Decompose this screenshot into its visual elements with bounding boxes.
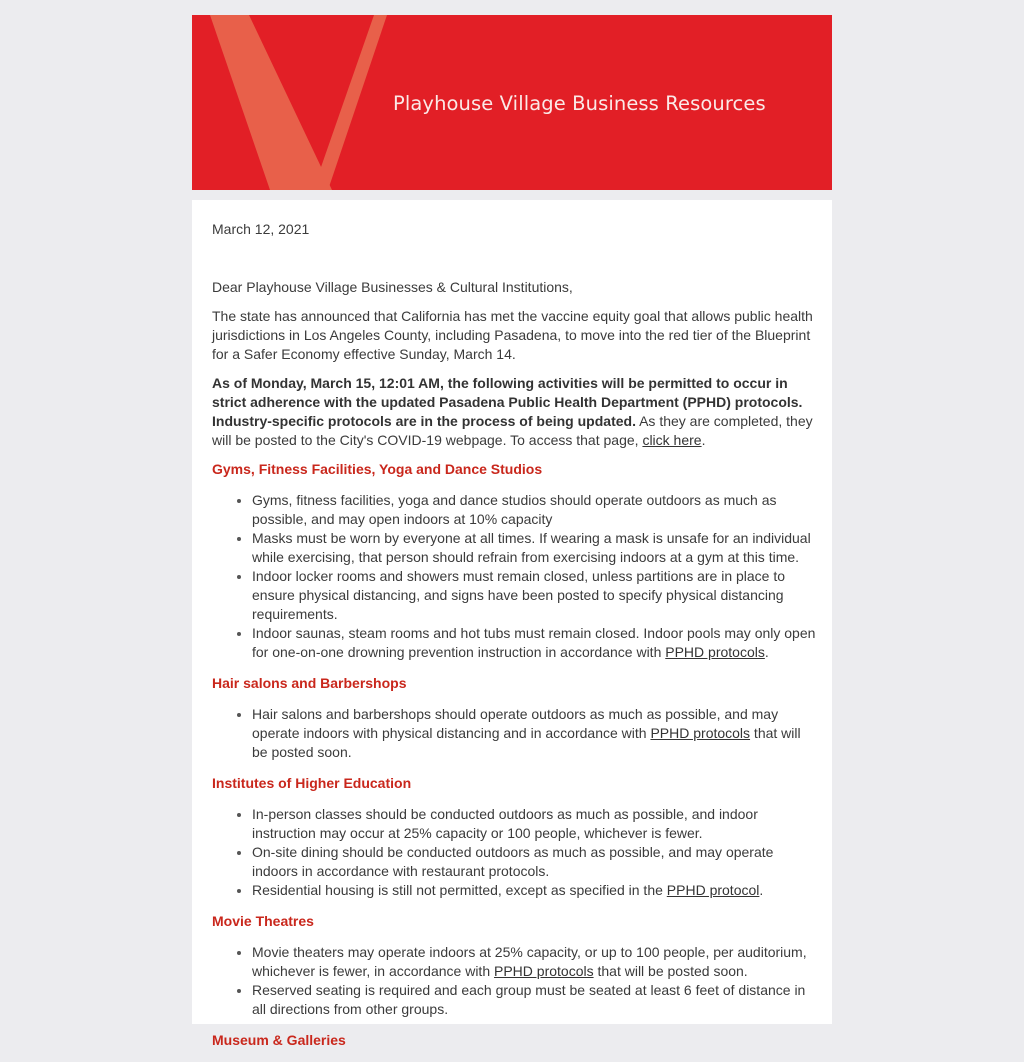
list-item	[252, 624, 816, 662]
list-item	[252, 881, 816, 900]
header-banner	[192, 15, 832, 190]
click-here-link[interactable]: click here	[642, 432, 702, 448]
list-item-text: Masks must be worn by everyone at all times. If wearing a mask is unsafe for an individual while exercising, that person should refrain from exercising indoors at a gym at this time.	[252, 530, 811, 565]
letter-date: March 12, 2021	[212, 221, 310, 237]
list-item	[252, 843, 816, 881]
section-heading: Movie Theatres	[212, 913, 314, 929]
intro-paragraph: The state has announced that California has met the vaccine equity goal that allows public health jurisdictions in Los Angeles County, including Pasadena, to move into the red tier of the Blueprint for a Safer Economy effective Sunday, March 14.	[212, 308, 813, 362]
newsletter-body	[192, 200, 832, 1048]
notice-end: .	[701, 432, 706, 448]
bullet-list	[212, 491, 816, 662]
list-item	[252, 981, 816, 1019]
section-heading: Institutes of Higher Education	[212, 775, 412, 791]
list-item	[252, 529, 816, 567]
list-item-text: Gyms, fitness facilities, yoga and dance studios should operate outdoors as much as possible, and may open indoors at 10% capacity	[252, 492, 777, 527]
notice-paragraph	[212, 374, 816, 450]
list-item-text: Hair salons and barbershops should operate outdoors as much as possible, and may operate indoors with physical distancing and in accordance with	[252, 706, 779, 741]
list-item-text: On-site dining should be conducted outdoors as much as possible, and may operate indoors in accordance with restaurant protocols.	[252, 844, 774, 879]
section-heading: Gyms, Fitness Facilities, Yoga and Dance Studios	[212, 461, 543, 477]
list-item-text: Residential housing is still not permitted, except as specified in the	[252, 882, 667, 898]
list-item-text: that will be posted soon.	[252, 725, 801, 760]
list-item-text: that will be posted soon.	[593, 963, 748, 979]
list-item-text: Reserved seating is required and each group must be seated at least 6 feet of distance in all directions from other groups.	[252, 982, 806, 1017]
bullet-list	[212, 943, 816, 1019]
bullet-list	[212, 805, 816, 900]
bullet-list	[212, 705, 816, 762]
list-item-text: In-person classes should be conducted outdoors as much as possible, and indoor instruction may occur at 25% capacity or 100 people, whichever is fewer.	[252, 806, 758, 841]
list-item	[252, 567, 816, 624]
list-item-text: .	[764, 644, 769, 660]
pphd-protocols-link[interactable]: PPHD protocols	[650, 725, 751, 741]
list-item	[252, 705, 816, 762]
pphd-protocols-link[interactable]: PPHD protocols	[665, 644, 765, 660]
banner-title: Playhouse Village Business Resources	[393, 92, 766, 115]
list-item-text: .	[759, 882, 764, 898]
list-item	[252, 805, 816, 843]
notice-bold-text: As of Monday, March 15, 12:01 AM, the following activities will be permitted to occur in strict adherence with the updated Pasadena Public Health Department (PPHD) protocols. Industry-specific protocols are in the process of being updated.	[212, 375, 803, 429]
pphd-protocols-link[interactable]: PPHD protocol	[666, 882, 760, 898]
section-heading: Hair salons and Barbershops	[212, 675, 407, 691]
list-item	[252, 491, 816, 529]
pphd-protocols-link[interactable]: PPHD protocols	[494, 963, 594, 979]
section-heading: Museum & Galleries	[212, 1032, 346, 1048]
list-item-text: Movie theaters may operate indoors at 25% capacity, or up to 100 people, per auditorium, whichever is fewer, in accordance with	[252, 944, 807, 979]
list-item-text: Indoor saunas, steam rooms and hot tubs must remain closed. Indoor pools may only open for one-on-one drowning prevention instruction in accordance with	[252, 625, 816, 660]
list-item	[252, 943, 816, 981]
notice-text: As they are completed, they will be posted to the City's COVID-19 webpage. To access that page,	[212, 413, 813, 448]
greeting: Dear Playhouse Village Businesses & Cultural Institutions,	[212, 279, 573, 295]
sections-container	[212, 460, 816, 1050]
list-item-text: Indoor locker rooms and showers must remain closed, unless partitions are in place to ensure physical distancing, and signs have been posted to specify physical distancing requirements.	[252, 568, 786, 622]
